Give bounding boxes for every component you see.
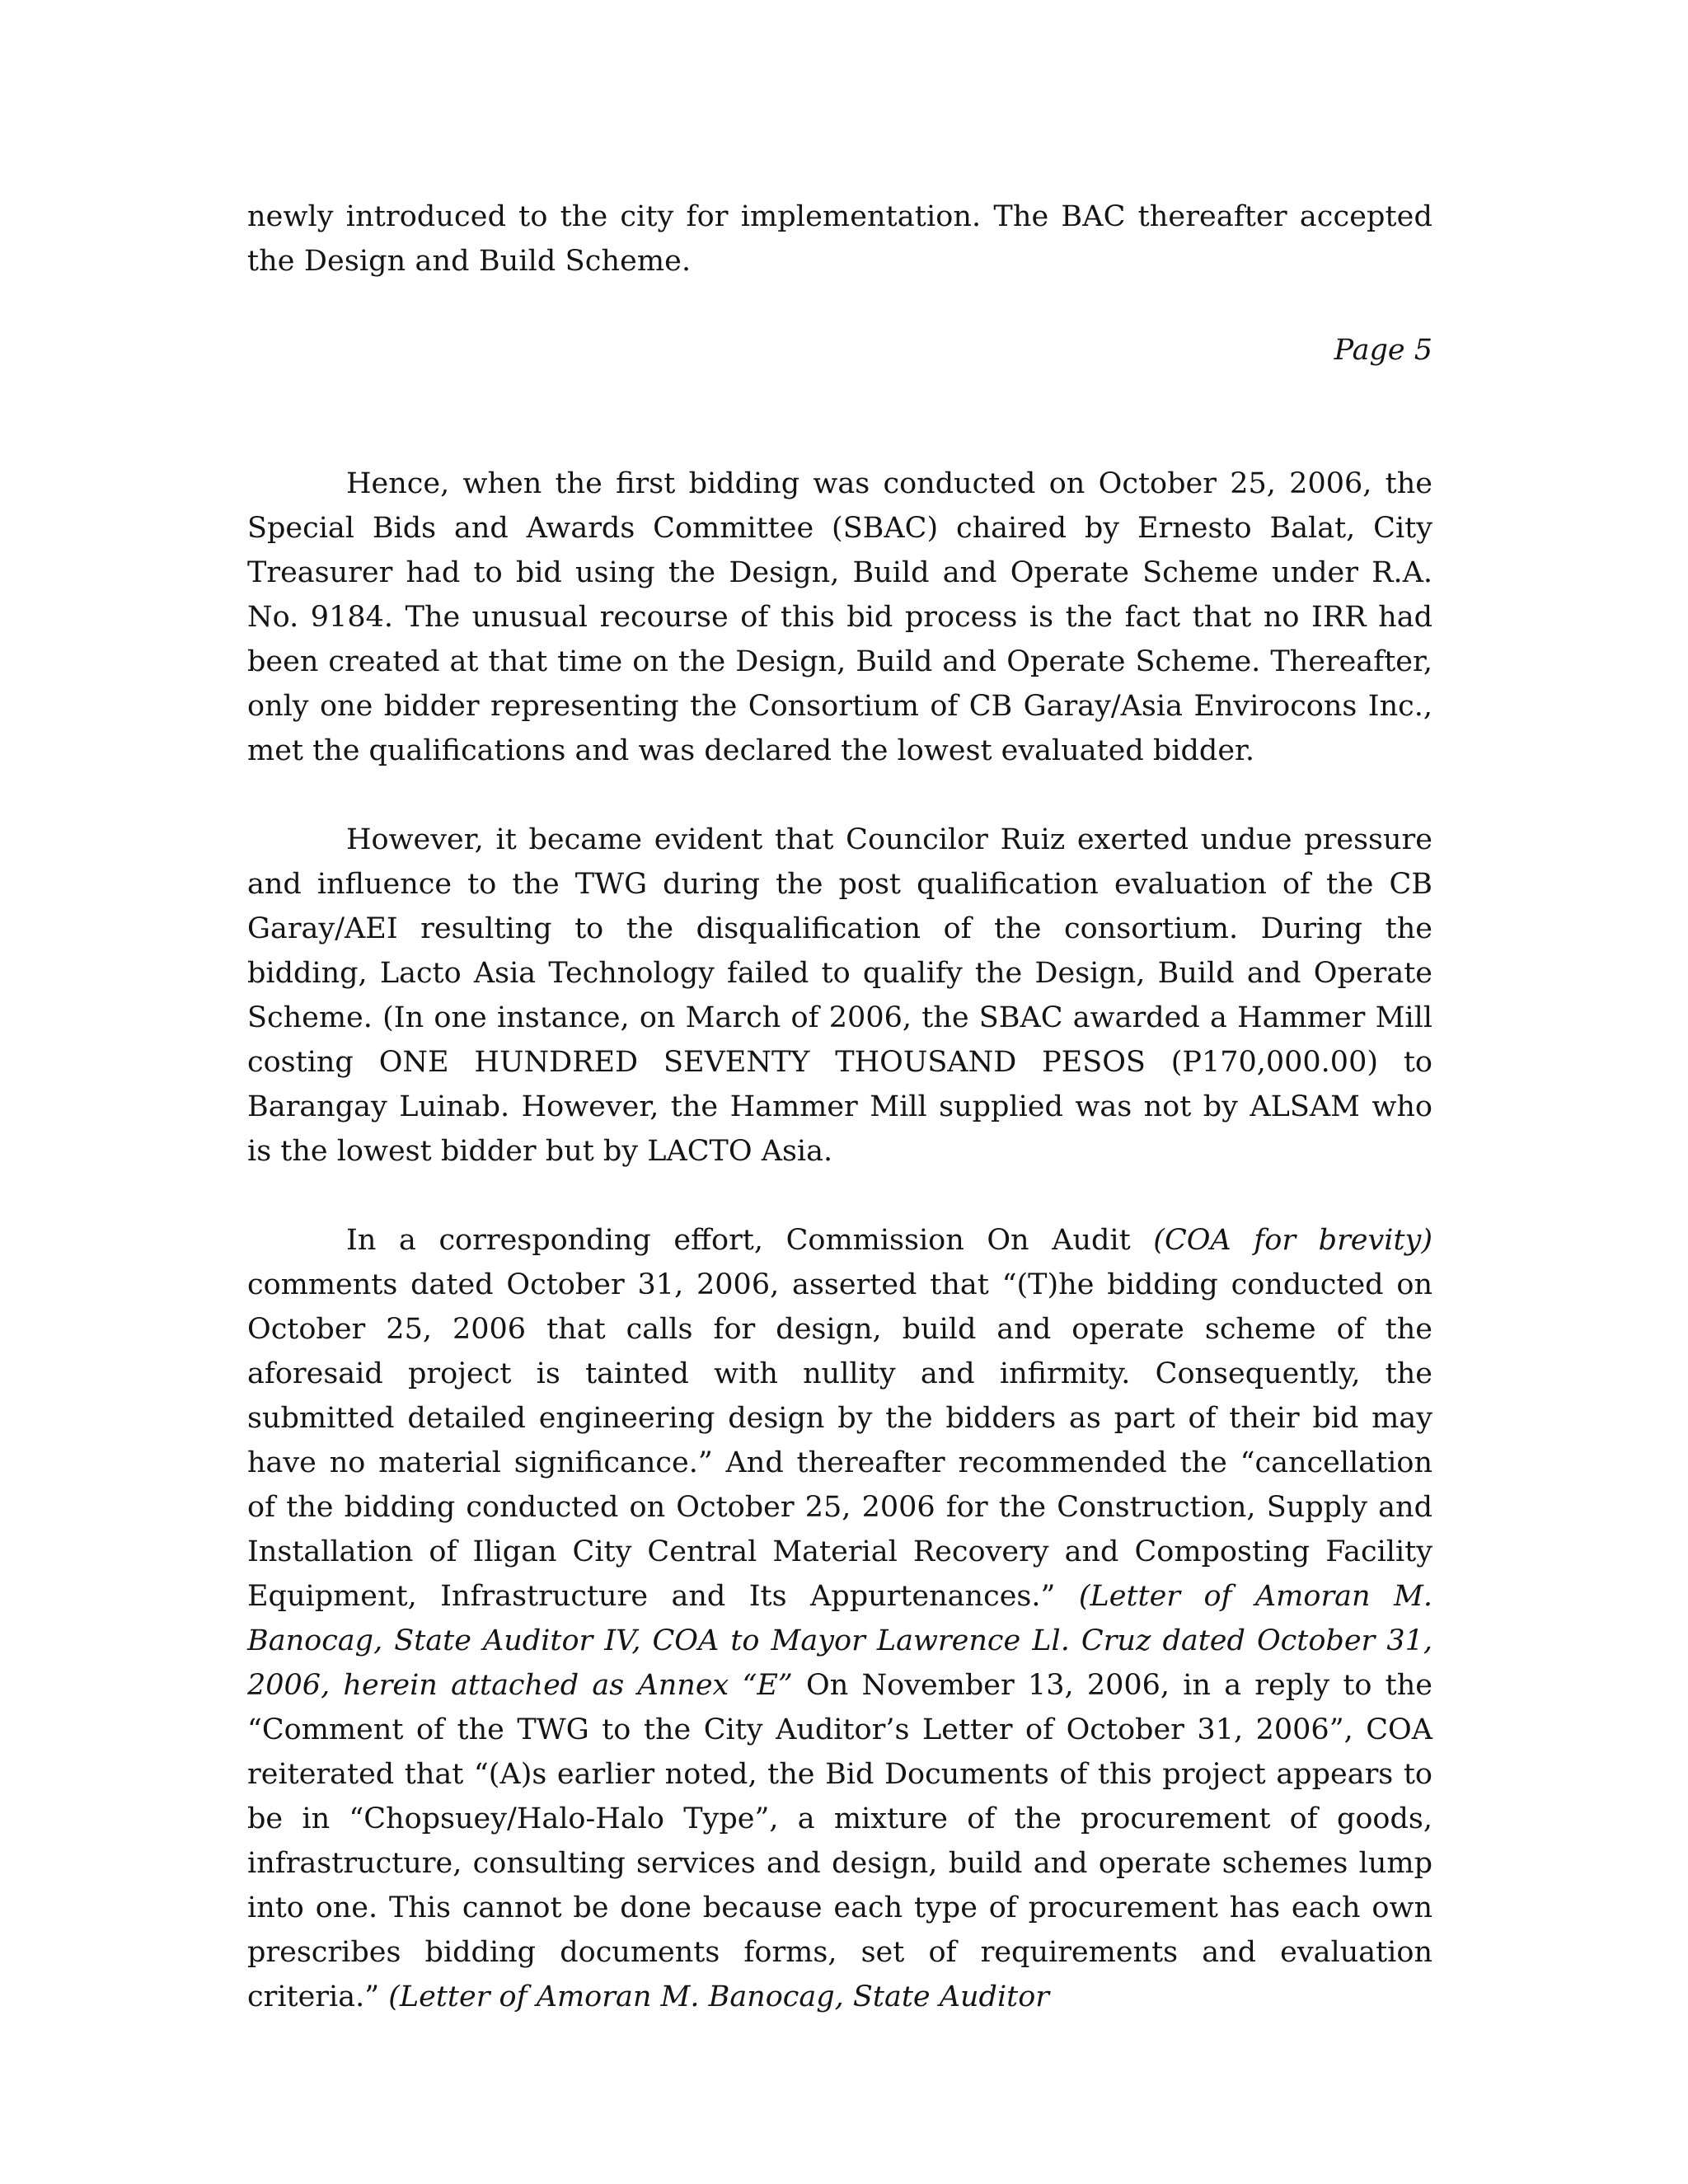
paragraph-coa-comments xyxy=(247,1218,1432,2019)
coa-brevity-italic: (COA for brevity) xyxy=(1153,1224,1432,1257)
paragraph-councilor-pressure: However, it became evident that Councilor Ruiz exerted undue pressure and influence to the TWG during the post qualification evaluation of the CB Garay/AEI resulting to the disqualification of the consortium. During the bidding, Lacto Asia Technology failed to qualify the Design, Build and Operate Scheme. (In one instance, on March of 2006, the SBAC awarded a Hammer Mill costing ONE HUNDRED SEVENTY THOUSAND PESOS (P170,000.00) to Barangay Luinab. However, the Hammer Mill supplied was not by ALSAM who is the lowest bidder but by LACTO Asia. xyxy=(247,823,1432,1168)
coa-text-part2: comments dated October 31, 2006, asserted that “(T)he bidding conducted on October 25, 2006 that calls for design, build and operate scheme of the aforesaid project is tainted with nullity and infirmity. Consequently, the submitted detailed engineering design by the bidders as part of their bid may have no material significance.” And thereafter recommended the “cancellation of the bidding conducted on October 25, 2006 for the Construction, Supply and Installation of Iligan City Central Material Recovery and Composting Facility Equipment, Infrastructure and Its Appurtenances.” xyxy=(247,1268,1432,1613)
coa-text-part3: On November 13, 2006, in a reply to the “Comment of the TWG to the City Auditor’s Letter of October 31, 2006”, COA reiterated that “(A)s earlier noted, the Bid Documents of this project appears to be in “Chopsuey/Halo-Halo Type”, a mixture of the procurement of goods, infrastructure, consulting services and design, build and operate schemes lump into one. This cannot be done because each type of procurement has each own prescribes bidding documents forms, set of requirements and evaluation criteria.” xyxy=(247,1669,1432,2013)
continuation-paragraph: newly introduced to the city for implementation. The BAC thereafter accepted the Design and Build Scheme. xyxy=(247,200,1432,278)
annex-e-citation-italic: (Letter of Amoran M. Banocag, State Auditor IV, COA to Mayor Lawrence Ll. Cruz dated October 31, 2006, herein attached as Annex “E” xyxy=(247,1580,1432,1702)
state-auditor-citation-italic: (Letter of Amoran M. Banocag, State Auditor xyxy=(388,1980,1050,2013)
paragraph-first-bidding: Hence, when the first bidding was conducted on October 25, 2006, the Special Bids and Awards Committee (SBAC) chaired by Ernesto Balat, City Treasurer had to bid using the Design, Build and Operate Scheme under R.A. No. 9184. The unusual recourse of this bid process is the fact that no IRR had been created at that time on the Design, Build and Operate Scheme. Thereafter, only one bidder representing the Consortium of CB Garay/Asia Envirocons Inc., met the qualifications and was declared the lowest evaluated bidder. xyxy=(247,467,1432,767)
coa-text-part1: In a corresponding effort, Commission On Audit xyxy=(346,1224,1154,1257)
page-number-label: Page 5 xyxy=(1334,334,1432,367)
